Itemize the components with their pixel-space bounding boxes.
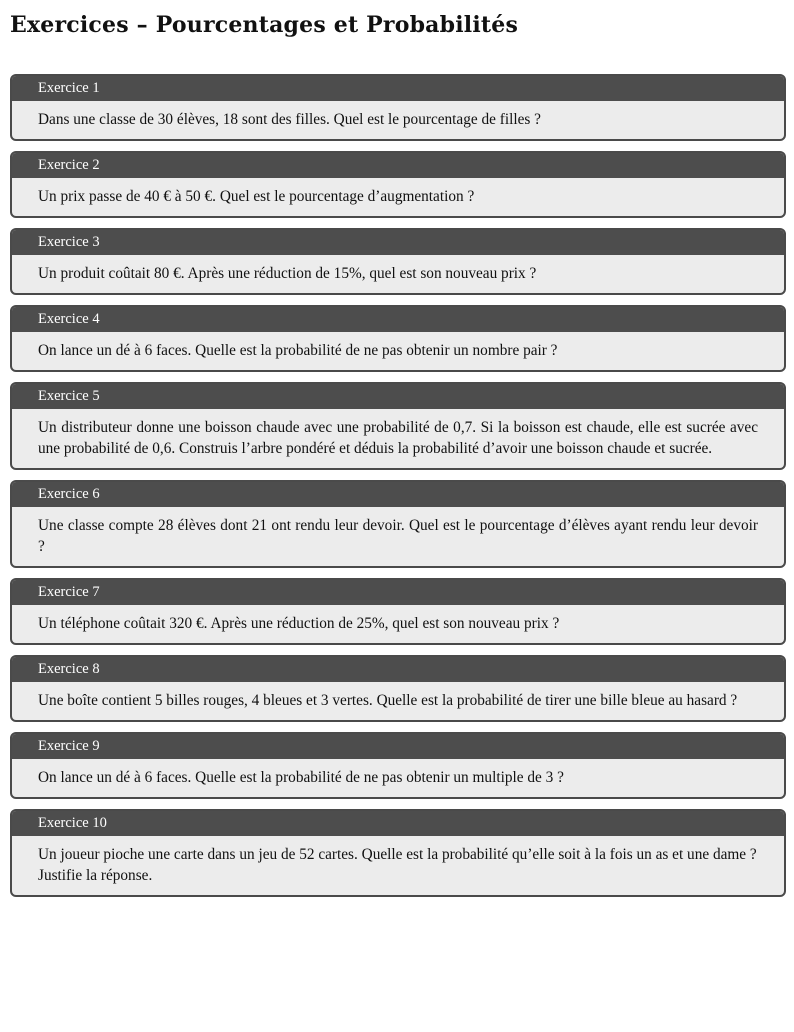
exercise-card-9 bbox=[10, 732, 786, 799]
exercise-card-8 bbox=[10, 655, 786, 722]
exercise-text bbox=[12, 507, 784, 566]
exercise-line: Un joueur pioche une carte dans un jeu de 52 cartes. Quelle est la probabilité qu’elle soit à la fois un as et une dame ? bbox=[38, 846, 757, 863]
exercise-text bbox=[12, 332, 784, 370]
exercise-card-10 bbox=[10, 809, 786, 897]
exercise-text bbox=[12, 759, 784, 797]
exercise-card-5 bbox=[10, 382, 786, 470]
exercise-text bbox=[12, 836, 784, 895]
exercise-card-3 bbox=[10, 228, 786, 295]
exercise-header: Exercice 7 bbox=[12, 580, 784, 605]
exercise-header: Exercice 10 bbox=[12, 811, 784, 836]
exercise-line: On lance un dé à 6 faces. Quelle est la probabilité de ne pas obtenir un multiple de 3 ? bbox=[38, 769, 564, 786]
exercise-line: On lance un dé à 6 faces. Quelle est la probabilité de ne pas obtenir un nombre pair ? bbox=[38, 342, 558, 359]
exercise-text bbox=[12, 101, 784, 139]
exercise-line: Une classe compte 28 élèves dont 21 ont rendu leur devoir. Quel est le pourcentage d’élèves ayant rendu leur devoir ? bbox=[38, 517, 758, 555]
exercise-header: Exercice 4 bbox=[12, 307, 784, 332]
exercise-header: Exercice 6 bbox=[12, 482, 784, 507]
exercise-card-7 bbox=[10, 578, 786, 645]
exercise-header: Exercice 3 bbox=[12, 230, 784, 255]
exercise-line: Justifie la réponse. bbox=[38, 867, 153, 884]
exercise-text bbox=[12, 409, 784, 468]
exercise-line: Un prix passe de 40 € à 50 €. Quel est le pourcentage d’augmentation ? bbox=[38, 188, 475, 205]
exercise-text bbox=[12, 178, 784, 216]
exercise-header: Exercice 2 bbox=[12, 153, 784, 178]
exercise-line: Une boîte contient 5 billes rouges, 4 bleues et 3 vertes. Quelle est la probabilité de tirer une bille bleue au hasard ? bbox=[38, 692, 738, 709]
exercise-header: Exercice 9 bbox=[12, 734, 784, 759]
exercise-text bbox=[12, 682, 784, 720]
exercise-card-4 bbox=[10, 305, 786, 372]
exercise-line: Un produit coûtait 80 €. Après une réduction de 15%, quel est son nouveau prix ? bbox=[38, 265, 537, 282]
exercise-card-6 bbox=[10, 480, 786, 568]
exercise-header: Exercice 1 bbox=[12, 76, 784, 101]
exercise-header: Exercice 5 bbox=[12, 384, 784, 409]
exercise-text bbox=[12, 255, 784, 293]
page-title: Exercices – Pourcentages et Probabilités bbox=[10, 12, 519, 38]
exercise-line: Un distributeur donne une boisson chaude avec une probabilité de 0,7. Si la boisson est chaude, elle est sucrée avec une probabilité de 0,6. Construis l’arbre pondéré et déduis la probabilité d’avoir une boisson chaude et sucrée. bbox=[38, 419, 758, 457]
exercise-list bbox=[10, 74, 786, 907]
exercise-line: Un téléphone coûtait 320 €. Après une réduction de 25%, quel est son nouveau prix ? bbox=[38, 615, 560, 632]
exercise-text bbox=[12, 605, 784, 643]
exercise-line: Dans une classe de 30 élèves, 18 sont des filles. Quel est le pourcentage de filles ? bbox=[38, 111, 541, 128]
exercise-header: Exercice 8 bbox=[12, 657, 784, 682]
exercise-card-2 bbox=[10, 151, 786, 218]
exercise-card-1 bbox=[10, 74, 786, 141]
